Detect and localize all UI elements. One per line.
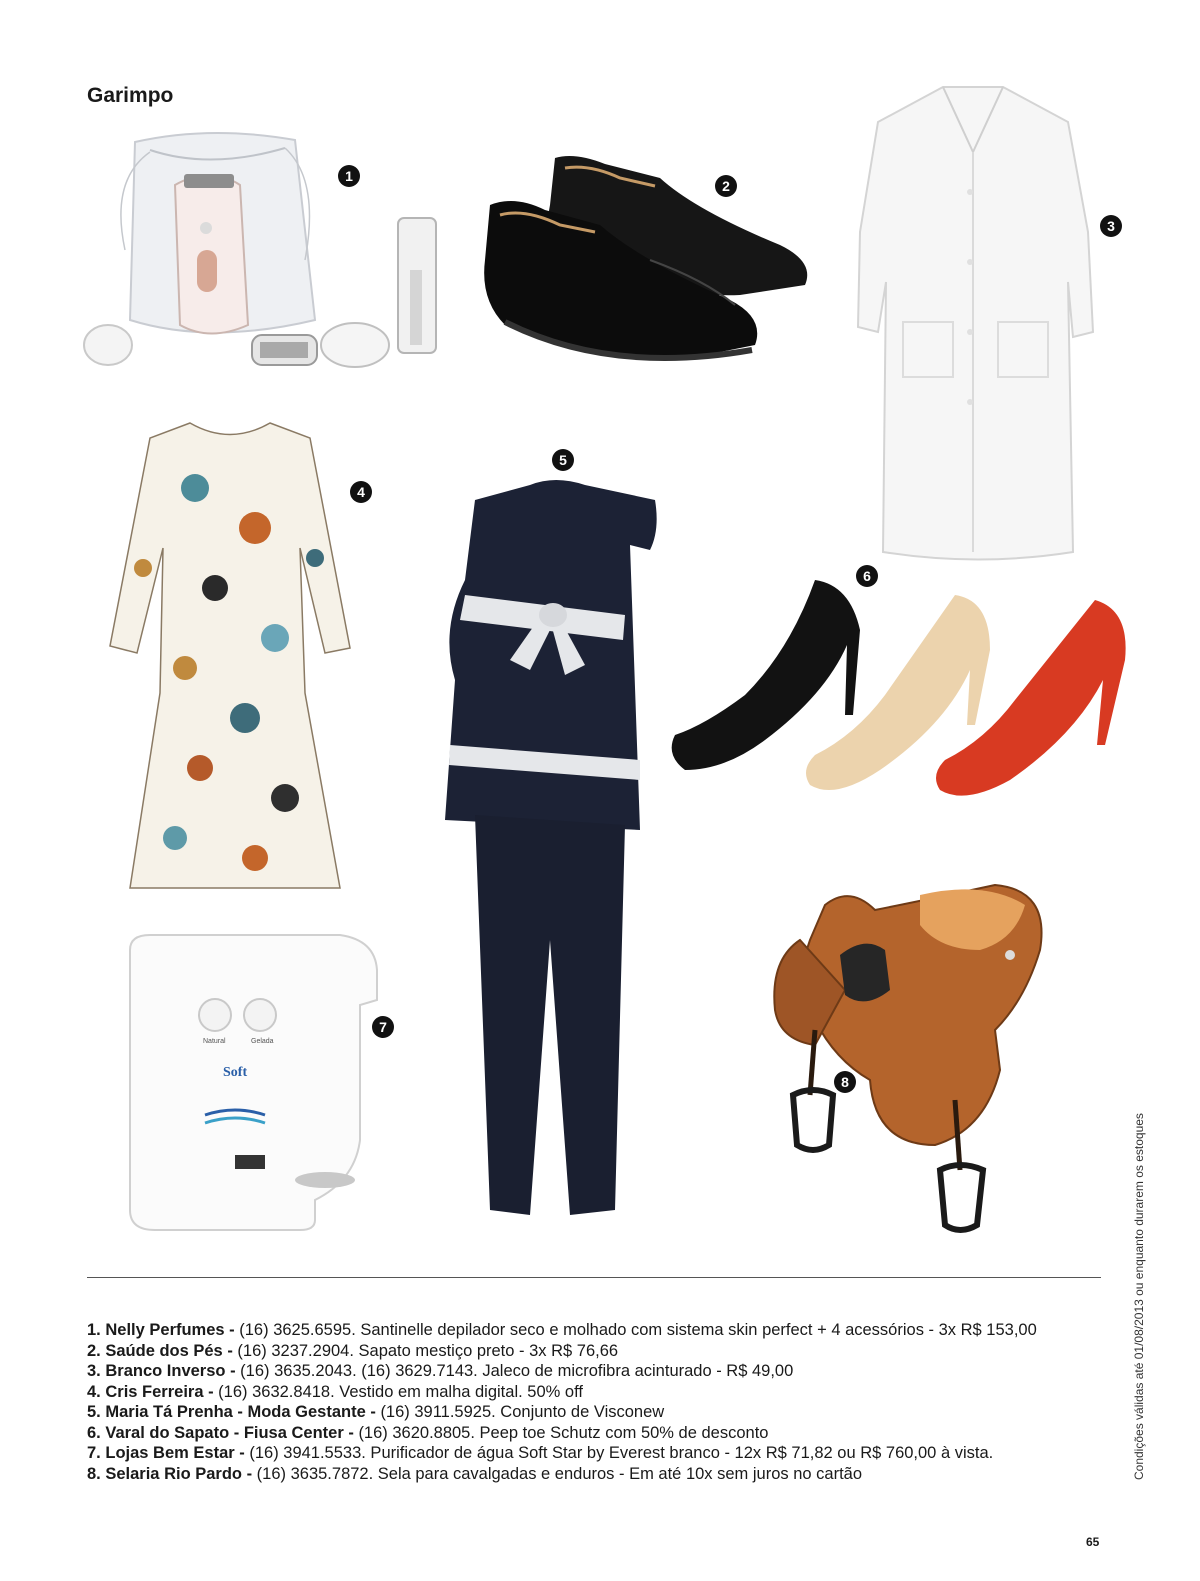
badge-5: 5 [552,449,574,471]
store-detail: (16) 3635.2043. (16) 3629.7143. Jaleco de microfibra acinturado - R$ 49,00 [240,1362,794,1380]
purifier-label-natural: Natural [203,1038,226,1045]
store-name: Nelly Perfumes - [105,1321,235,1339]
listing-entry-4: 4. Cris Ferreira - (16) 3632.8418. Vestido em malha digital. 50% off [87,1382,583,1401]
listing-entry-5: 5. Maria Tá Prenha - Moda Gestante - (16) 3911.5925. Conjunto de Visconew [87,1403,665,1421]
listing-entry-2: 2. Saúde dos Pés - (16) 3237.2904. Sapato mestiço preto - 3x R$ 76,66 [87,1341,619,1360]
purifier-body [125,930,380,1235]
badge-7: 7 [372,1016,394,1038]
listing-entry-8: 8. Selaria Rio Pardo - (16) 3635.7872. Sela para cavalgadas e enduros - Em até 10x sem juros no cartão [87,1464,863,1483]
store-detail: (16) 3941.5533. Purificador de água Soft Star by Everest branco - 12x R$ 71,82 ou R$ 760,00 à vista. [249,1444,994,1462]
black-shoes-image [480,150,815,385]
purifier-label-gelada: Gelada [251,1038,274,1045]
maternity-outfit-image [435,470,665,1225]
badge-1: 1 [338,165,360,187]
section-title: Garimpo [87,84,174,107]
badge-3: 3 [1100,215,1122,237]
page-number: 65 [1086,1535,1100,1549]
store-name: Branco Inverso - [105,1362,236,1380]
badge-2: 2 [715,175,737,197]
listing-entry-1: 1. Nelly Perfumes - (16) 3625.6595. Santinelle depilador seco e molhado com sistema skin perfect + 4 acessórios - 3x R$ 153,00 [87,1321,1037,1339]
store-detail: (16) 3635.7872. Sela para cavalgadas e enduros - Em até 10x sem juros no cartão [256,1464,863,1483]
listing-entry-6: 6. Varal do Sapato - Fiusa Center - (16) 3620.8805. Peep toe Schutz com 50% de desconto [87,1423,769,1442]
store-name: Varal do Sapato - Fiusa Center - [105,1423,354,1442]
section-divider [87,1277,1101,1278]
badge-4: 4 [350,481,372,503]
badge-8: 8 [834,1071,856,1093]
store-name: Cris Ferreira - [105,1382,214,1401]
peep-toe-heels-image [665,575,1130,805]
store-detail: (16) 3632.8418. Vestido em malha digital. 50% off [218,1382,583,1401]
store-name: Maria Tá Prenha - Moda Gestante - [105,1403,376,1421]
store-detail: (16) 3620.8805. Peep toe Schutz com 50% de desconto [358,1423,769,1442]
water-purifier-image [125,930,380,1235]
badge-6: 6 [856,565,878,587]
store-name: Selaria Rio Pardo - [105,1464,253,1483]
store-name: Lojas Bem Estar - [105,1444,245,1462]
store-name: Saúde dos Pés - [105,1341,233,1360]
listing-entry-3: 3. Branco Inverso - (16) 3635.2043. (16) 3629.7143. Jaleco de microfibra acinturado - R$ 49,00 [87,1362,794,1380]
store-detail: (16) 3625.6595. Santinelle depilador seco e molhado com sistema skin perfect + 4 acessórios - 3x R$ 153,00 [239,1321,1037,1339]
store-listing [87,1320,1127,1484]
validity-note: Condições válidas até 01/08/2013 ou enquanto durarem os estoques [1132,1113,1146,1480]
printed-dress-image [105,418,355,893]
purifier-brand: Soft [223,1065,248,1080]
listing-entry-7: 7. Lojas Bem Estar - (16) 3941.5533. Purificador de água Soft Star by Everest branco - 12x R$ 71,82 ou R$ 760,00 à vista. [87,1444,994,1462]
store-detail: (16) 3911.5925. Conjunto de Visconew [380,1403,665,1421]
lab-coat-image [848,82,1098,562]
epilator-kit-image [80,120,450,375]
store-detail: (16) 3237.2904. Sapato mestiço preto - 3x R$ 76,66 [237,1341,619,1360]
saddle-image [755,880,1055,1240]
